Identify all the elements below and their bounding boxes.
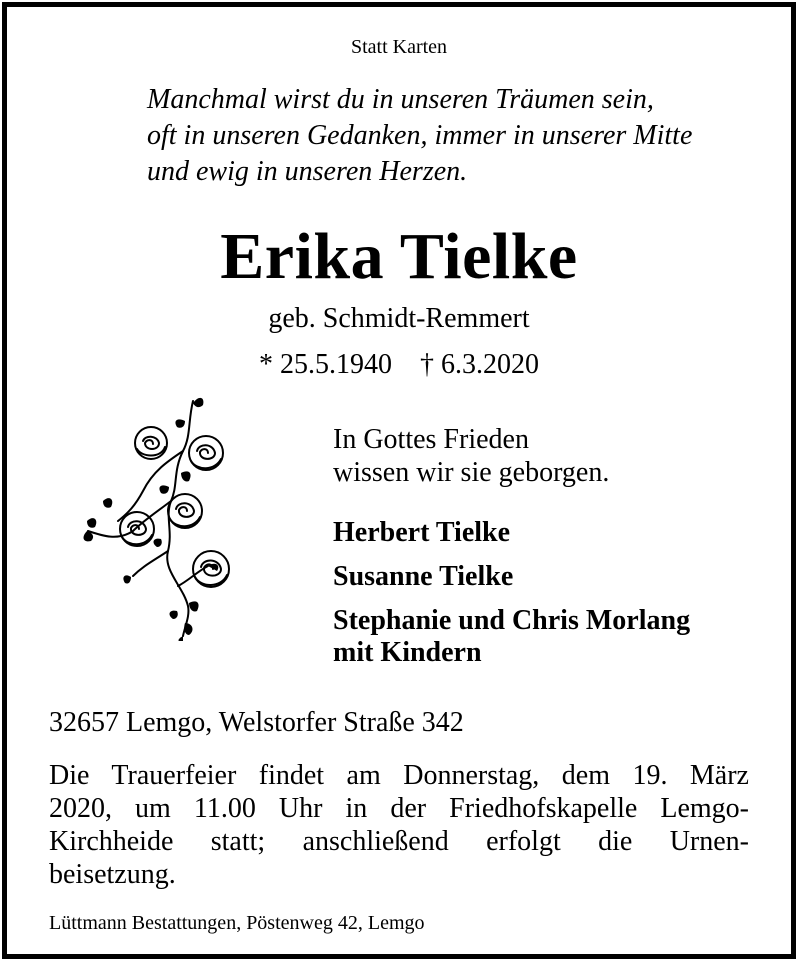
comfort-line: wissen wir sie geborgen. (333, 457, 610, 488)
verse-line: Manchmal wirst du in unseren Träumen sein, (147, 84, 654, 115)
rose-branch-icon (73, 391, 243, 641)
funeral-home-info: Lüttmann Bestattungen, Pöstenweg 42, Lemgo (49, 912, 425, 934)
life-dates (7, 349, 791, 381)
ceremony-line: Kirchheide statt; anschließend erfolgt die Urnen- (49, 826, 749, 857)
mourning-address: 32657 Lemgo, Welstorfer Straße 342 (49, 707, 464, 738)
ceremony-line: 2020, um 11.00 Uhr in der Friedhofskapelle Lemgo- (49, 793, 749, 824)
memorial-verse (147, 82, 692, 190)
comfort-text (333, 423, 609, 489)
ceremony-info (49, 759, 749, 891)
ceremony-line: Die Trauerfeier findet am Donnerstag, dem 19. März (49, 760, 749, 791)
verse-line: oft in unseren Gedanken, immer in unserer Mitte (147, 120, 693, 151)
mourner-name: Herbert Tielke (333, 517, 511, 548)
mourner-name: Susanne Tielke (333, 561, 514, 592)
header-text: Statt Karten (350, 36, 448, 58)
deceased-name: Erika Tielke (220, 220, 578, 293)
mourners-list (333, 517, 690, 669)
birth-name: geb. Schmidt-Remmert (268, 303, 530, 334)
ceremony-line: beisetzung. (49, 859, 176, 890)
death-date: † 6.3.2020 (420, 349, 539, 380)
obituary-notice (2, 2, 796, 959)
comfort-line: In Gottes Frieden (333, 424, 529, 455)
verse-line: und ewig in unseren Herzen. (147, 156, 468, 187)
mourner-name: Stephanie und Chris Morlang mit Kindern (333, 605, 691, 668)
birth-date: * 25.5.1940 (259, 349, 392, 380)
